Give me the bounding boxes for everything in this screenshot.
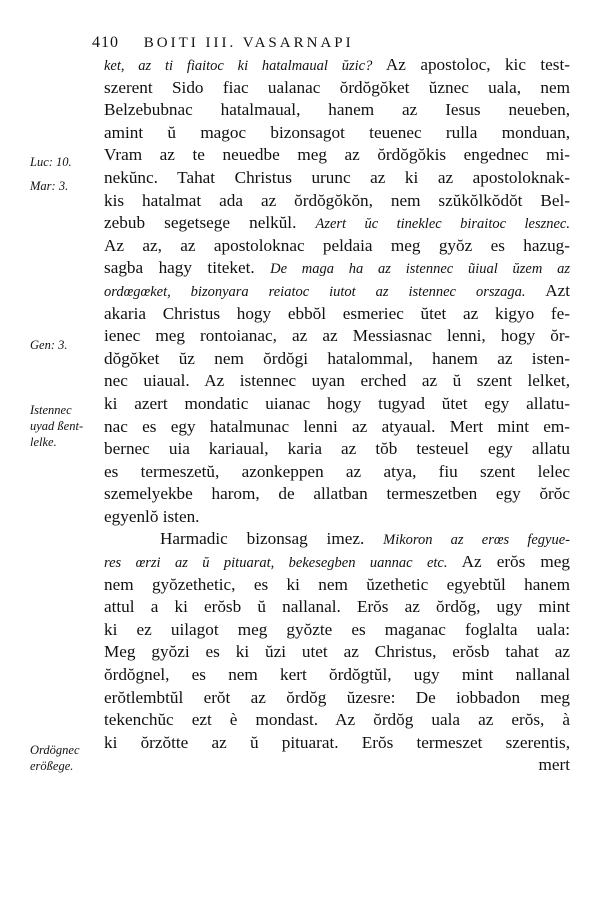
roman-text: Belzebubnac hatalmaual, hanem az Iesus neueben,	[104, 100, 570, 120]
roman-text: szerent Sido fiac ualanac ŏrdŏgŏket ŭznec uala, nem	[104, 77, 570, 97]
text-line	[104, 709, 570, 732]
text-line	[104, 77, 570, 100]
main-text-block	[104, 54, 570, 777]
text-line	[104, 348, 570, 371]
roman-text: Azt	[525, 280, 570, 300]
roman-text: zebub segetsege nelkŭl.	[104, 213, 316, 233]
roman-text: egyenlŏ isten.	[104, 506, 200, 526]
roman-text: sagba hagy titeket.	[104, 258, 271, 278]
margin-note-line: uyad ßent-	[30, 419, 84, 433]
text-line	[104, 528, 570, 551]
text-line	[104, 144, 570, 167]
roman-text: akaria Christus hogy ebbŏl esmeriec ŭtet az kigyo fe-	[104, 303, 570, 323]
roman-text: attul a ki erŏsb ŭ nallanal. Erŏs az ŏrdŏg, ugy mint	[104, 597, 570, 617]
roman-text: ki azert mondatic uianac hogy tugyad ŭtet egy allatu-	[104, 393, 570, 413]
text-line	[104, 370, 570, 393]
roman-text: ki ŏrzŏtte az ŭ pituarat. Erŏs termeszet szerentis,	[104, 732, 570, 752]
roman-text: tekenchŭc ezt è mondast. Az ŏrdŏg uala az erŏs, à	[104, 710, 570, 730]
roman-text: nec uiaual. Az istennec uyan erched az ŭ szent lelket,	[104, 371, 570, 391]
roman-text: Vram az te neuedbe meg az ŏrdŏgŏkis engednec mi-	[104, 145, 570, 165]
running-title: BOITI III. VASARNAPI	[143, 35, 354, 51]
roman-text: bernec uia kariaual, karia az tŏb testeuel egy allatu	[104, 439, 570, 459]
roman-text: erŏtlembtŭl erŏt az ŏrdŏg ŭzesre: De iobbadon meg	[104, 687, 570, 707]
text-line	[104, 596, 570, 619]
italic-quote: ket, az ti fiaitoc ki hatalmaual ŭzic?	[104, 58, 373, 74]
margin-note-ordognec	[30, 742, 98, 774]
margin-note-line: Istennec	[30, 403, 72, 417]
text-line	[104, 235, 570, 258]
text-line	[104, 190, 570, 213]
roman-text: es termeszetŭ, azonkeppen az atya, fiu szent lelec	[104, 461, 570, 481]
italic-quote: ordœgœket, bizonyara reiatoc iutot az istennec orszaga.	[104, 283, 526, 300]
text-line	[104, 551, 570, 574]
margin-note-line: erößege.	[30, 759, 74, 773]
roman-text: mert	[538, 755, 570, 775]
italic-quote: Mikoron az erœs fegyue-	[383, 532, 570, 549]
text-line	[104, 54, 570, 77]
text-line	[104, 167, 570, 190]
margin-note-mar	[30, 178, 98, 194]
text-line	[104, 732, 570, 755]
italic-quote: De maga ha az istennec ũiual ŭzem az	[270, 261, 570, 278]
text-line	[104, 506, 570, 529]
text-line	[104, 664, 570, 687]
text-line	[104, 257, 570, 280]
text-line	[104, 416, 570, 439]
roman-text: Meg gyŏzi es ki ŭzi utet az Christus, erŏsb tahat az	[104, 642, 570, 662]
margin-note-line: Luc: 10.	[30, 155, 72, 169]
text-line	[104, 122, 570, 145]
text-line	[104, 438, 570, 461]
roman-text: kis hatalmat ada az ŏrdŏgŏkŏn, nem szŭkŏlkŏdŏt Bel-	[104, 190, 570, 210]
roman-text: Az apostoloc, kic test-	[372, 55, 570, 74]
text-line	[104, 99, 570, 122]
italic-quote: Azert ŭc tineklec biraitoc lesznec.	[315, 216, 570, 233]
margin-note-line: Gen: 3.	[30, 338, 68, 352]
text-line	[104, 303, 570, 326]
text-line	[104, 687, 570, 710]
italic-quote: res œrzi az ŭ pituarat, bekesegben uannac etc.	[104, 555, 448, 572]
margin-note-line: Ordögnec	[30, 743, 80, 757]
margin-note-gen	[30, 337, 98, 353]
roman-text: dŏgŏket ŭz nem ŏrdŏgi hatalommal, hanem az isten-	[104, 348, 570, 368]
roman-text: szemelyekbe harom, de allatban termeszetben egy ŏrŏc	[104, 484, 570, 504]
text-line	[104, 325, 570, 348]
text-line	[104, 280, 570, 303]
roman-text: ŏrdŏgnel, es nem kert ŏrdŏgtŭl, ugy mint nallanal	[104, 665, 570, 685]
text-line	[104, 754, 570, 777]
text-line	[104, 461, 570, 484]
margin-note-istennec	[30, 402, 98, 450]
roman-text: amint ŭ magoc bizonsagot teuenec rulla monduan,	[104, 122, 570, 142]
roman-text: nekŭnc. Tahat Christus urunc az ki az apostoloknak-	[104, 167, 570, 187]
margin-note-line: Mar: 3.	[30, 179, 69, 193]
roman-text: Az erŏs meg	[447, 552, 570, 572]
margin-note-line: lelke.	[30, 435, 57, 449]
roman-text: Harmadic bizonsag imez.	[160, 529, 384, 549]
text-line	[104, 393, 570, 416]
roman-text: Az az, az apostoloknac peldaia meg gyŏz es hazug-	[104, 235, 570, 255]
page-number: 410	[92, 34, 119, 51]
roman-text: nem gyŏzethetic, es ki nem ŭzethetic egyebtŭl hanem	[104, 574, 570, 594]
roman-text: nac es egy hatalmunac lenni az atyaual. Mert mint em-	[104, 416, 570, 436]
roman-text: ienec meg rontoianac, az az Messiasnac lenni, hogy ŏr-	[104, 326, 570, 346]
margin-note-luc	[30, 154, 98, 170]
roman-text: ki ez uilagot meg gyŏzte es maganac foglalta uala:	[104, 619, 570, 639]
text-line	[104, 212, 570, 235]
text-line	[104, 641, 570, 664]
text-line	[104, 574, 570, 597]
text-line	[104, 483, 570, 506]
text-line	[104, 619, 570, 642]
